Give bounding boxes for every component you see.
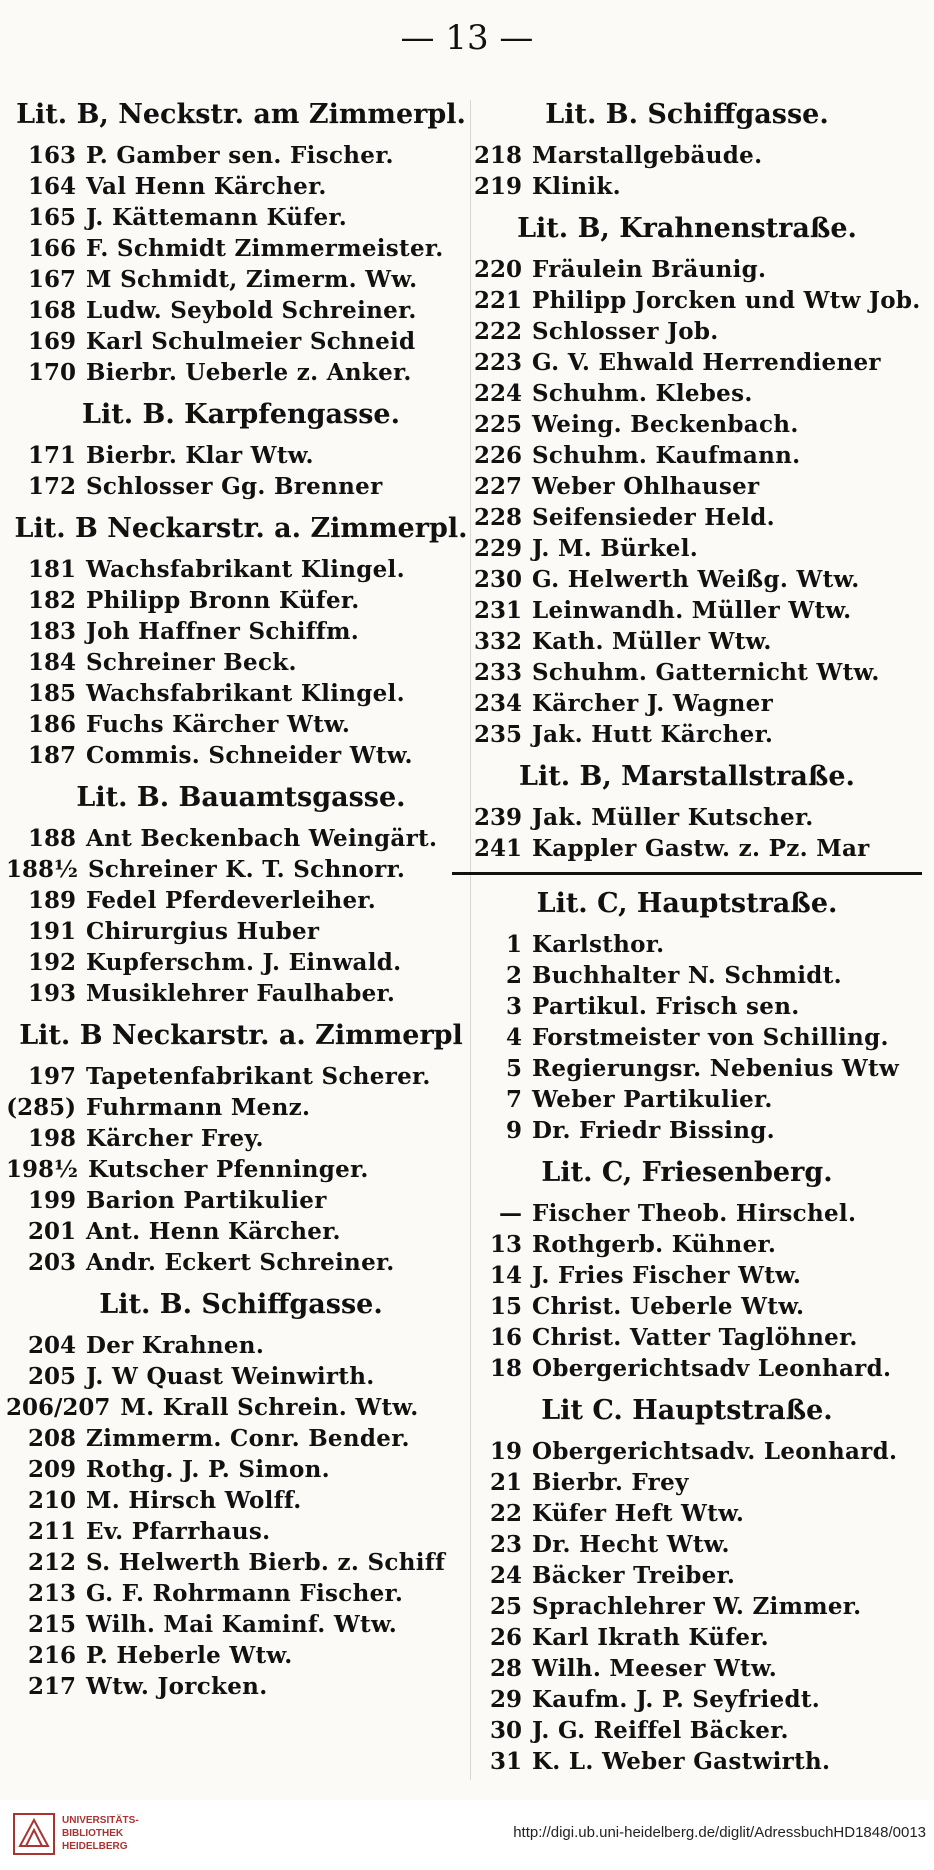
address-entry <box>452 1653 922 1684</box>
house-number: 187 <box>27 742 76 769</box>
house-number: 203 <box>27 1249 76 1276</box>
address-entry <box>452 1322 922 1353</box>
page-number: — 13 — <box>400 18 534 58</box>
house-number: 205 <box>27 1363 76 1390</box>
resident-name: Obergerichtsadv. Leonhard. <box>532 1438 898 1465</box>
address-entry <box>6 171 476 202</box>
library-line-2: BIBLIOTHEK <box>62 1828 124 1839</box>
house-number: 2 <box>505 962 522 989</box>
house-number: 224 <box>473 380 522 407</box>
resident-name: Kappler Gastw. z. Pz. Mar <box>532 835 870 862</box>
house-number: 9 <box>505 1117 522 1144</box>
house-number: 211 <box>27 1518 76 1545</box>
library-name <box>62 1814 139 1853</box>
address-entry <box>452 471 922 502</box>
house-number: 25 <box>489 1593 522 1620</box>
resident-name: Barion Partikulier <box>86 1187 327 1214</box>
resident-name: M. Krall Schrein. Wtw. <box>120 1394 419 1421</box>
house-number: 163 <box>27 142 76 169</box>
resident-name: G. V. Ehwald Herrendiener <box>532 349 881 376</box>
address-entry <box>6 233 476 264</box>
house-number: 170 <box>27 359 76 386</box>
house-number: 165 <box>27 204 76 231</box>
address-entry <box>6 585 476 616</box>
address-entry <box>6 554 476 585</box>
resident-name: Joh Haffner Schiffm. <box>86 618 360 645</box>
resident-name: S. Helwerth Bierb. z. Schiff <box>86 1549 446 1576</box>
address-entry <box>452 285 922 316</box>
resident-name: Schuhm. Klebes. <box>532 380 753 407</box>
address-entry <box>452 440 922 471</box>
resident-name: Chirurgius Huber <box>86 918 320 945</box>
resident-name: Dr. Hecht Wtw. <box>532 1531 730 1558</box>
house-number: 201 <box>27 1218 76 1245</box>
resident-name: Zimmerm. Conr. Bender. <box>86 1425 410 1452</box>
house-number: 216 <box>27 1642 76 1669</box>
library-line-3: HEIDELBERG <box>62 1841 128 1852</box>
house-number: 22 <box>489 1500 522 1527</box>
address-entry <box>452 564 922 595</box>
address-entry <box>6 1216 476 1247</box>
house-number: 183 <box>27 618 76 645</box>
house-number: 4 <box>505 1024 522 1051</box>
university-library-logo-icon <box>12 1812 56 1856</box>
resident-name: Philipp Bronn Küfer. <box>86 587 360 614</box>
address-entry <box>452 1353 922 1384</box>
house-number: 208 <box>27 1425 76 1452</box>
house-number: 199 <box>27 1187 76 1214</box>
house-number: 188 <box>27 825 76 852</box>
address-entry <box>6 823 476 854</box>
house-number: 188½ <box>6 856 78 883</box>
resident-name: Kaufm. J. P. Seyfriedt. <box>532 1686 821 1713</box>
house-number: 182 <box>27 587 76 614</box>
house-number: 1 <box>505 931 522 958</box>
resident-name: J. G. Reiffel Bäcker. <box>532 1717 789 1744</box>
resident-name: Jak. Hutt Kärcher. <box>532 721 774 748</box>
resident-name: Fedel Pferdeverleiher. <box>86 887 377 914</box>
address-entry <box>6 440 476 471</box>
house-number: 192 <box>27 949 76 976</box>
house-number: 218 <box>473 142 522 169</box>
address-entry <box>6 1061 476 1092</box>
house-number: 29 <box>489 1686 522 1713</box>
address-entry <box>452 1260 922 1291</box>
house-number: 167 <box>27 266 76 293</box>
address-entry <box>6 1609 476 1640</box>
address-entry <box>452 929 922 960</box>
resident-name: Kutscher Pfenninger. <box>88 1156 369 1183</box>
address-entry <box>6 1092 476 1123</box>
address-entry <box>6 678 476 709</box>
house-number: 332 <box>473 628 522 655</box>
resident-name: J. W Quast Weinwirth. <box>86 1363 375 1390</box>
resident-name: Schuhm. Kaufmann. <box>532 442 801 469</box>
resident-name: Weber Ohlhauser <box>532 473 760 500</box>
resident-name: Wilh. Mai Kaminf. Wtw. <box>86 1611 398 1638</box>
street-heading: Lit. B Neckarstr. a. Zimmerpl. <box>14 513 468 544</box>
address-entry <box>452 657 922 688</box>
street-heading: Lit C. Hauptstraße. <box>541 1395 833 1426</box>
address-entry <box>452 1198 922 1229</box>
resident-name: M Schmidt, Zimerm. Ww. <box>86 266 418 293</box>
address-entry <box>452 1084 922 1115</box>
house-number: 206/207 <box>6 1394 111 1421</box>
house-number: 198½ <box>6 1156 78 1183</box>
house-number: 193 <box>27 980 76 1007</box>
resident-name: Kärcher Frey. <box>86 1125 264 1152</box>
resident-name: Fischer Theob. Hirschel. <box>532 1200 857 1227</box>
street-heading: Lit. B. Schiffgasse. <box>545 99 829 130</box>
resident-name: J. M. Bürkel. <box>532 535 699 562</box>
address-entry <box>6 357 476 388</box>
house-number: 230 <box>473 566 522 593</box>
resident-name: P. Gamber sen. Fischer. <box>86 142 394 169</box>
section-rule <box>452 872 922 875</box>
house-number: 234 <box>473 690 522 717</box>
left-column <box>6 88 476 1702</box>
resident-name: Ludw. Seybold Schreiner. <box>86 297 417 324</box>
address-entry <box>452 802 922 833</box>
address-entry <box>6 1392 476 1423</box>
resident-name: Der Krahnen. <box>86 1332 265 1359</box>
address-entry <box>452 533 922 564</box>
house-number: 172 <box>27 473 76 500</box>
resident-name: Christ. Vatter Taglöhner. <box>532 1324 858 1351</box>
street-heading: Lit. B, Marstallstraße. <box>519 761 855 792</box>
house-number: 215 <box>27 1611 76 1638</box>
address-entry <box>452 1498 922 1529</box>
address-entry <box>6 616 476 647</box>
house-number: 222 <box>473 318 522 345</box>
house-number: 239 <box>473 804 522 831</box>
resident-name: Schlosser Job. <box>532 318 719 345</box>
resident-name: Weber Partikulier. <box>532 1086 773 1113</box>
address-entry <box>452 991 922 1022</box>
address-entry <box>6 1330 476 1361</box>
address-entry <box>452 1291 922 1322</box>
address-entry <box>452 626 922 657</box>
resident-name: Schreiner Beck. <box>86 649 297 676</box>
house-number: 14 <box>489 1262 522 1289</box>
house-number: 168 <box>27 297 76 324</box>
address-entry <box>6 1578 476 1609</box>
house-number: 5 <box>505 1055 522 1082</box>
address-entry <box>6 264 476 295</box>
address-entry <box>452 316 922 347</box>
resident-name: Fuchs Kärcher Wtw. <box>86 711 351 738</box>
resident-name: Klinik. <box>532 173 621 200</box>
resident-name: Kupferschm. J. Einwald. <box>86 949 402 976</box>
resident-name: Wachsfabrikant Klingel. <box>86 556 405 583</box>
address-entry <box>452 1591 922 1622</box>
address-entry <box>6 1547 476 1578</box>
address-entry <box>6 947 476 978</box>
address-entry <box>6 471 476 502</box>
house-number: 228 <box>473 504 522 531</box>
resident-name: Rothgerb. Kühner. <box>532 1231 777 1258</box>
address-entry <box>6 740 476 771</box>
house-number: 241 <box>473 835 522 862</box>
house-number: 212 <box>27 1549 76 1576</box>
address-entry <box>452 502 922 533</box>
address-entry <box>6 1247 476 1278</box>
resident-name: Wilh. Meeser Wtw. <box>532 1655 778 1682</box>
house-number: — <box>499 1200 522 1227</box>
street-heading: Lit. C, Friesenberg. <box>541 1157 833 1188</box>
resident-name: Musiklehrer Faulhaber. <box>86 980 396 1007</box>
house-number: 197 <box>27 1063 76 1090</box>
resident-name: Fuhrmann Menz. <box>86 1094 311 1121</box>
address-entry <box>452 1560 922 1591</box>
address-entry <box>452 409 922 440</box>
resident-name: G. Helwerth Weißg. Wtw. <box>532 566 860 593</box>
address-entry <box>452 595 922 626</box>
house-number: 221 <box>473 287 522 314</box>
resident-name: Schlosser Gg. Brenner <box>86 473 383 500</box>
resident-name: K. L. Weber Gastwirth. <box>532 1748 831 1775</box>
address-entry <box>452 688 922 719</box>
address-entry <box>6 1423 476 1454</box>
resident-name: G. F. Rohrmann Fischer. <box>86 1580 404 1607</box>
address-entry <box>452 1115 922 1146</box>
house-number: (285) <box>6 1094 76 1121</box>
resident-name: Ant. Henn Kärcher. <box>86 1218 341 1245</box>
house-number: 227 <box>473 473 522 500</box>
house-number: 226 <box>473 442 522 469</box>
house-number: 210 <box>27 1487 76 1514</box>
house-number: 181 <box>27 556 76 583</box>
street-heading: Lit. B. Schiffgasse. <box>99 1289 383 1320</box>
address-entry <box>452 1746 922 1777</box>
address-entry <box>452 1622 922 1653</box>
address-entry <box>6 647 476 678</box>
street-heading: Lit. B, Krahnenstraße. <box>517 213 857 244</box>
resident-name: Wachsfabrikant Klingel. <box>86 680 405 707</box>
resident-name: Bierbr. Ueberle z. Anker. <box>86 359 412 386</box>
resident-name: Andr. Eckert Schreiner. <box>86 1249 395 1276</box>
house-number: 186 <box>27 711 76 738</box>
street-heading: Lit. C, Hauptstraße. <box>536 888 838 919</box>
address-entry <box>6 885 476 916</box>
address-entry <box>452 1467 922 1498</box>
address-entry <box>452 347 922 378</box>
address-entry <box>452 171 922 202</box>
resident-name: Leinwandh. Müller Wtw. <box>532 597 852 624</box>
resident-name: Buchhalter N. Schmidt. <box>532 962 842 989</box>
address-entry <box>452 719 922 750</box>
address-entry <box>452 960 922 991</box>
address-entry <box>6 140 476 171</box>
resident-name: Christ. Ueberle Wtw. <box>532 1293 805 1320</box>
house-number: 220 <box>473 256 522 283</box>
address-entry <box>452 1022 922 1053</box>
right-column <box>452 88 922 1777</box>
address-entry <box>452 1529 922 1560</box>
street-heading: Lit. B. Bauamtsgasse. <box>76 782 406 813</box>
address-entry <box>452 378 922 409</box>
address-entry <box>6 978 476 1009</box>
resident-name: Schreiner K. T. Schnorr. <box>88 856 406 883</box>
address-entry <box>6 916 476 947</box>
house-number: 13 <box>489 1231 522 1258</box>
house-number: 219 <box>473 173 522 200</box>
resident-name: Rothg. J. P. Simon. <box>86 1456 330 1483</box>
resident-name: J. Kättemann Küfer. <box>86 204 348 231</box>
house-number: 18 <box>489 1355 522 1382</box>
resident-name: Fräulein Bräunig. <box>532 256 767 283</box>
house-number: 23 <box>489 1531 522 1558</box>
address-entry <box>452 140 922 171</box>
resident-name: Forstmeister von Schilling. <box>532 1024 889 1051</box>
resident-name: P. Heberle Wtw. <box>86 1642 293 1669</box>
resident-name: Weing. Beckenbach. <box>532 411 799 438</box>
resident-name: Karl Ikrath Küfer. <box>532 1624 769 1651</box>
house-number: 213 <box>27 1580 76 1607</box>
address-entry <box>452 1436 922 1467</box>
resident-name: Philipp Jorcken und Wtw Job. <box>532 287 921 314</box>
house-number: 191 <box>27 918 76 945</box>
resident-name: Schuhm. Gatternicht Wtw. <box>532 659 880 686</box>
house-number: 28 <box>489 1655 522 1682</box>
resident-name: Obergerichtsadv Leonhard. <box>532 1355 892 1382</box>
house-number: 209 <box>27 1456 76 1483</box>
address-entry <box>452 254 922 285</box>
street-heading: Lit. B. Karpfengasse. <box>82 399 400 430</box>
address-entry <box>6 1361 476 1392</box>
house-number: 229 <box>473 535 522 562</box>
address-entry <box>6 1154 476 1185</box>
house-number: 231 <box>473 597 522 624</box>
house-number: 169 <box>27 328 76 355</box>
source-url-link[interactable]: http://digi.ub.uni-heidelberg.de/diglit/AdressbuchHD1848/0013 <box>513 1824 926 1841</box>
resident-name: Partikul. Frisch sen. <box>532 993 800 1020</box>
house-number: 235 <box>473 721 522 748</box>
resident-name: Regierungsr. Nebenius Wtw <box>532 1055 900 1082</box>
address-entry <box>6 1485 476 1516</box>
house-number: 3 <box>505 993 522 1020</box>
resident-name: Marstallgebäude. <box>532 142 763 169</box>
house-number: 164 <box>27 173 76 200</box>
resident-name: Bäcker Treiber. <box>532 1562 736 1589</box>
resident-name: Ev. Pfarrhaus. <box>86 1518 271 1545</box>
address-entry <box>6 295 476 326</box>
resident-name: Commis. Schneider Wtw. <box>86 742 413 769</box>
resident-name: Jak. Müller Kutscher. <box>532 804 814 831</box>
footer-bar <box>0 1800 934 1870</box>
address-entry <box>452 1229 922 1260</box>
address-entry <box>6 326 476 357</box>
resident-name: Küfer Heft Wtw. <box>532 1500 745 1527</box>
resident-name: J. Fries Fischer Wtw. <box>532 1262 802 1289</box>
resident-name: Val Henn Kärcher. <box>86 173 327 200</box>
address-entry <box>452 1684 922 1715</box>
resident-name: Sprachlehrer W. Zimmer. <box>532 1593 862 1620</box>
house-number: 21 <box>489 1469 522 1496</box>
house-number: 225 <box>473 411 522 438</box>
address-entry <box>6 1123 476 1154</box>
house-number: 30 <box>489 1717 522 1744</box>
house-number: 223 <box>473 349 522 376</box>
library-line-1: UNIVERSITÄTS- <box>62 1815 139 1826</box>
house-number: 233 <box>473 659 522 686</box>
resident-name: Ant Beckenbach Weingärt. <box>86 825 438 852</box>
house-number: 19 <box>489 1438 522 1465</box>
house-number: 7 <box>505 1086 522 1113</box>
house-number: 184 <box>27 649 76 676</box>
resident-name: Kath. Müller Wtw. <box>532 628 772 655</box>
house-number: 204 <box>27 1332 76 1359</box>
resident-name: Tapetenfabrikant Scherer. <box>86 1063 431 1090</box>
address-entry <box>6 854 476 885</box>
resident-name: M. Hirsch Wolff. <box>86 1487 302 1514</box>
house-number: 16 <box>489 1324 522 1351</box>
house-number: 217 <box>27 1673 76 1700</box>
address-entry <box>452 1715 922 1746</box>
street-heading: Lit. B Neckarstr. a. Zimmerpl <box>19 1020 463 1051</box>
street-heading: Lit. B, Neckstr. am Zimmerpl. <box>16 99 466 130</box>
resident-name: Kärcher J. Wagner <box>532 690 773 717</box>
house-number: 15 <box>489 1293 522 1320</box>
address-entry <box>6 1516 476 1547</box>
resident-name: Karlsthor. <box>532 931 665 958</box>
address-entry <box>6 1671 476 1702</box>
house-number: 171 <box>27 442 76 469</box>
resident-name: Seifensieder Held. <box>532 504 775 531</box>
house-number: 31 <box>489 1748 522 1775</box>
resident-name: Dr. Friedr Bissing. <box>532 1117 775 1144</box>
address-entry <box>452 833 922 864</box>
resident-name: Bierbr. Klar Wtw. <box>86 442 314 469</box>
address-entry <box>6 1640 476 1671</box>
resident-name: Wtw. Jorcken. <box>86 1673 268 1700</box>
resident-name: Karl Schulmeier Schneid <box>86 328 416 355</box>
address-entry <box>6 202 476 233</box>
house-number: 24 <box>489 1562 522 1589</box>
address-entry <box>6 1454 476 1485</box>
house-number: 198 <box>27 1125 76 1152</box>
house-number: 166 <box>27 235 76 262</box>
house-number: 26 <box>489 1624 522 1651</box>
house-number: 189 <box>27 887 76 914</box>
resident-name: Bierbr. Frey <box>532 1469 689 1496</box>
resident-name: F. Schmidt Zimmermeister. <box>86 235 444 262</box>
address-entry <box>6 709 476 740</box>
address-entry <box>452 1053 922 1084</box>
address-entry <box>6 1185 476 1216</box>
house-number: 185 <box>27 680 76 707</box>
